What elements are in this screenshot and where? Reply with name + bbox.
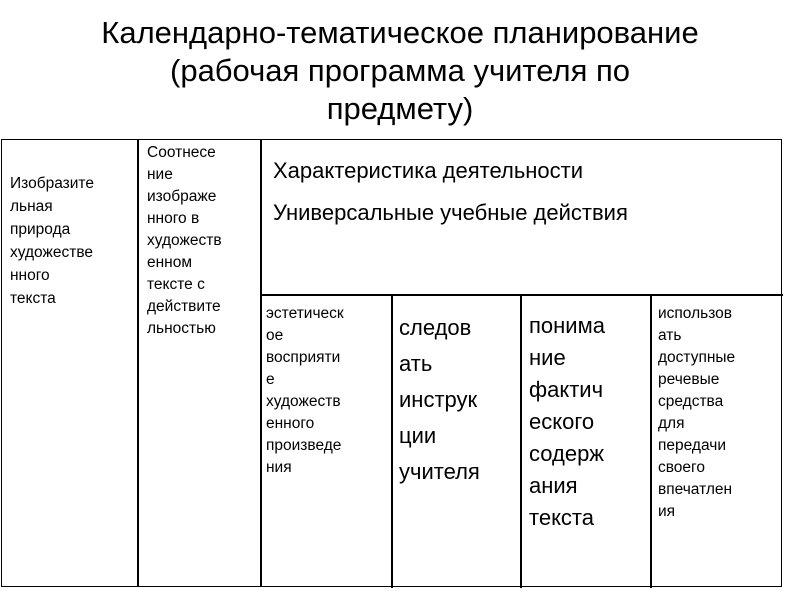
- title-line-1: Календарно-тематическое планирование: [101, 15, 699, 50]
- table-divider-sub3: [650, 294, 652, 588]
- slide-title: [40, 14, 760, 128]
- table-header-line-1: Характеристика деятельности: [273, 158, 584, 183]
- table-header-line-2: Универсальные учебные действия: [273, 200, 628, 225]
- title-line-2: (рабочая программа учителя по: [170, 53, 630, 88]
- planning-table: [1, 139, 782, 587]
- table-divider-sub1: [391, 294, 393, 588]
- table-cell-understanding-content: понима ние фактич еского содерж ания текста: [529, 313, 605, 530]
- table-header-activity: [273, 150, 778, 234]
- table-divider-sub2: [520, 294, 522, 588]
- table-cell-correlation: Соотнесе ние изображе нного в художеств енном тексте с действите льностью: [147, 144, 222, 337]
- table-divider-col1: [137, 140, 139, 586]
- table-cell-speech-means: использов ать доступные речевые средства для передачи своего впечатлен ия: [658, 305, 736, 520]
- table-divider-col2: [260, 140, 262, 586]
- table-cell-aesthetic-perception: эстетическ ое восприяти е художеств енного произведе ния: [266, 305, 344, 476]
- table-divider-header: [260, 294, 783, 296]
- table-cell-figurative-nature: Изобразите льная природа художестве нного текста: [10, 175, 94, 307]
- table-cell-follow-instructions: следов ать инструк ции учителя: [399, 315, 480, 484]
- title-line-3: предмету): [326, 91, 474, 126]
